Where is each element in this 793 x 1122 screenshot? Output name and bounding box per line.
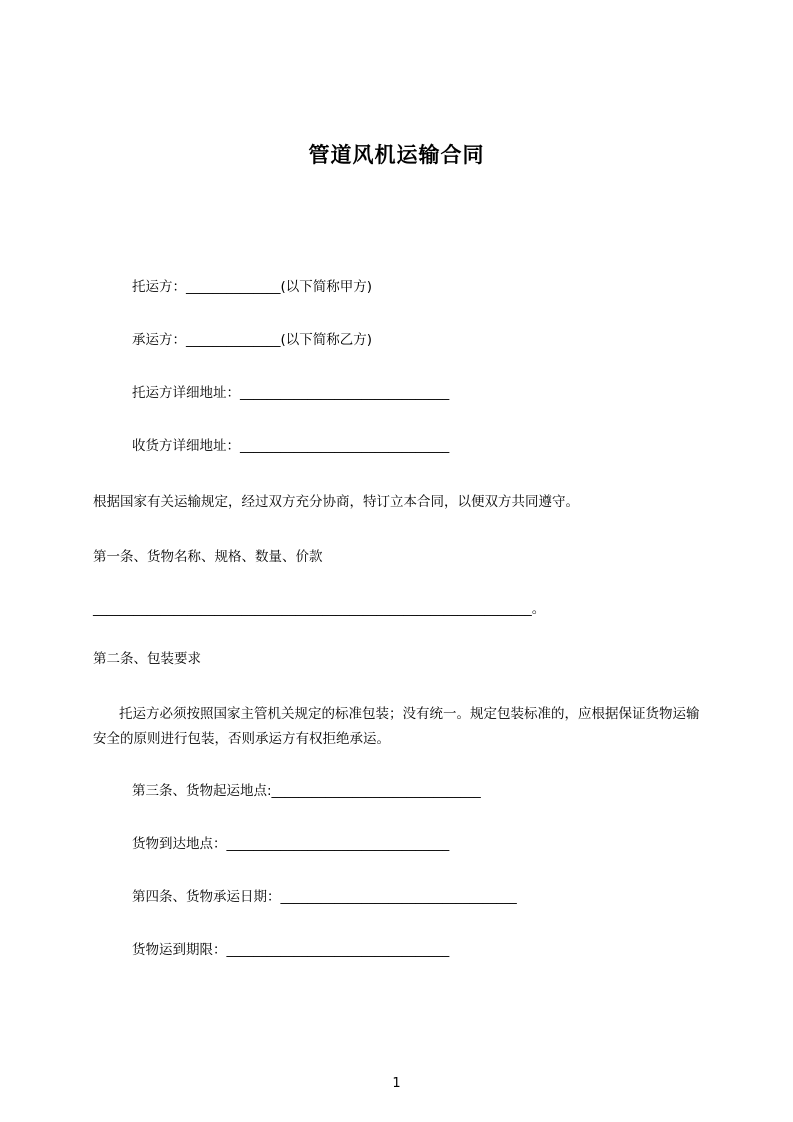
- blank-line-article-1: _________________________________________________________________。: [93, 601, 546, 617]
- paragraph-article-3-origin: 第三条、货物起运地点:_______________________________: [132, 783, 481, 799]
- heading-article-1: 第一条、货物名称、规格、数量、价款: [93, 549, 323, 565]
- paragraph-article-4-deadline: 货物运到期限：_________________________________: [132, 942, 450, 958]
- document-body: [93, 278, 705, 994]
- heading-article-2: 第二条、包装要求: [93, 651, 201, 667]
- paragraph-consignee-address: 收货方详细地址：_______________________________: [132, 438, 450, 454]
- paragraph-article-2-body: 托运方必须按照国家主管机关规定的标准包装；没有统一。规定包装标准的，应根据保证货物运输安全的原则进行包装，否则承运方有权拒绝承运。: [93, 706, 700, 747]
- paragraph-article-3-destination: 货物到达地点：_________________________________: [132, 836, 450, 852]
- paragraph-shipper: 托运方：______________(以下简称甲方): [132, 279, 373, 295]
- paragraph-shipper-address: 托运方详细地址：_______________________________: [132, 385, 450, 401]
- paragraph-article-4-date: 第四条、货物承运日期：___________________________________: [132, 889, 517, 905]
- paragraph-preamble: 根据国家有关运输规定，经过双方充分协商，特订立本合同，以便双方共同遵守。: [93, 494, 579, 510]
- paragraph-carrier: 承运方：______________(以下简称乙方): [132, 332, 373, 348]
- page-title: 管道风机运输合同: [308, 143, 485, 167]
- page-number: 1: [392, 1076, 401, 1091]
